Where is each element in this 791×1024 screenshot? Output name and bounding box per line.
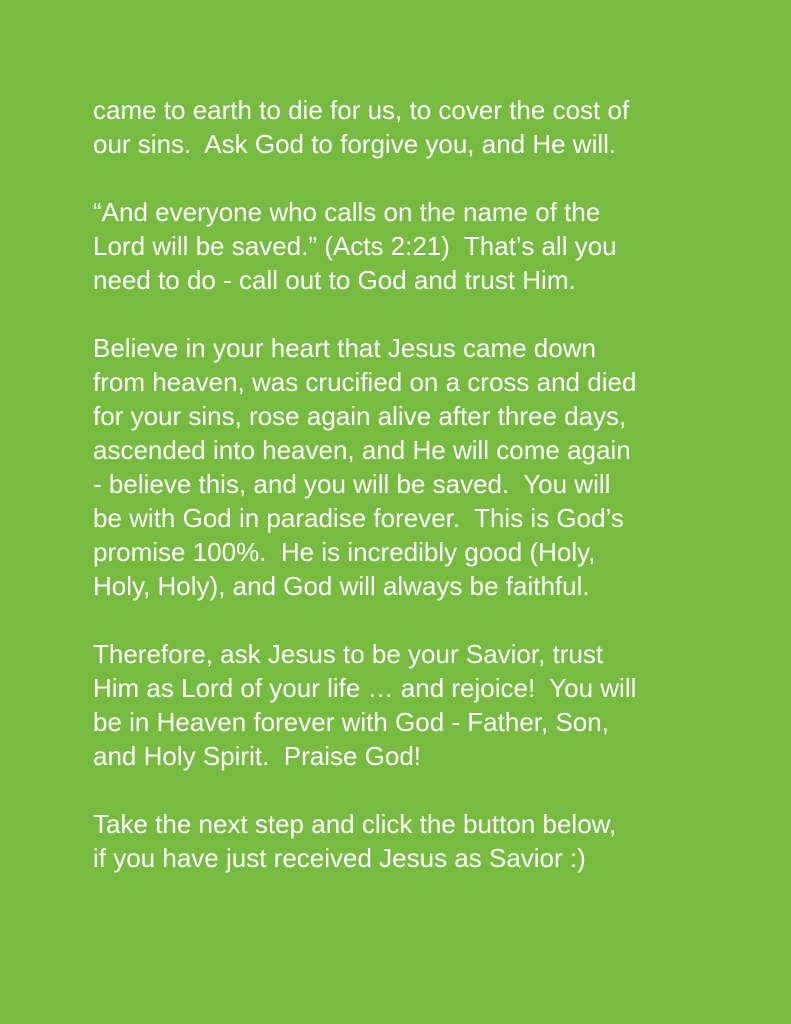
- paragraph-ask-jesus: [93, 637, 753, 773]
- text-line: Him as Lord of your life … and rejoice! You will: [93, 673, 637, 703]
- paragraph-scripture-quote: [93, 195, 753, 297]
- text-line: Therefore, ask Jesus to be your Savior, trust: [93, 639, 604, 669]
- text-line: - believe this, and you will be saved. You will: [93, 469, 611, 499]
- text-line: if you have just received Jesus as Savior :): [93, 843, 586, 873]
- paragraph-gospel-intro: [93, 93, 753, 161]
- text-line: “And everyone who calls on the name of the: [93, 197, 601, 227]
- text-line: our sins. Ask God to forgive you, and He will.: [93, 129, 617, 159]
- text-line: need to do - call out to God and trust Him.: [93, 265, 576, 295]
- text-line: came to earth to die for us, to cover the cost of: [93, 95, 630, 125]
- text-line: be with God in paradise forever. This is God’s: [93, 503, 624, 533]
- paragraph-next-step: [93, 807, 753, 875]
- text-line: for your sins, rose again alive after three days,: [93, 401, 627, 431]
- text-line: be in Heaven forever with God - Father, Son,: [93, 707, 609, 737]
- text-line: Believe in your heart that Jesus came down: [93, 333, 596, 363]
- text-line: ascended into heaven, and He will come again: [93, 435, 631, 465]
- paragraph-believe: [93, 331, 753, 603]
- text-line: Lord will be saved.” (Acts 2:21) That’s all you: [93, 231, 617, 261]
- text-line: Take the next step and click the button below,: [93, 809, 617, 839]
- text-line: promise 100%. He is incredibly good (Holy,: [93, 537, 596, 567]
- text-line: from heaven, was crucified on a cross and died: [93, 367, 637, 397]
- text-line: Holy, Holy), and God will always be faithful.: [93, 571, 590, 601]
- body-text: [93, 93, 753, 909]
- text-line: and Holy Spirit. Praise God!: [93, 741, 422, 771]
